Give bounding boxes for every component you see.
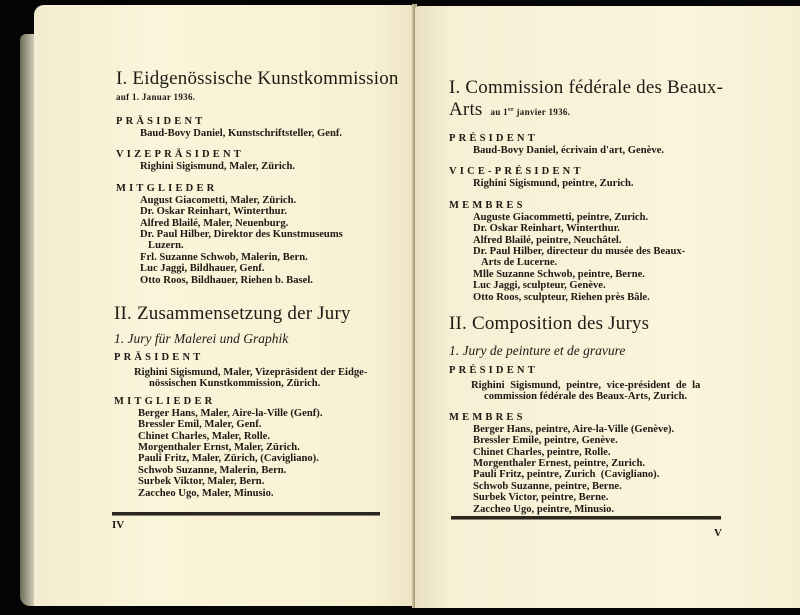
member-entry: Schwob Suzanne, Malerin, Bern. xyxy=(138,464,287,476)
page-number: V xyxy=(714,527,722,539)
date-line xyxy=(491,107,571,117)
vice-president-label: VICE-PRÉSIDENT xyxy=(449,166,584,178)
member-entry: Berger Hans, peintre, Aire-la-Ville (Genève). xyxy=(473,423,675,435)
section-1-de xyxy=(116,68,406,286)
footer-rule xyxy=(112,512,380,516)
member-entry: Pauli Fritz, peintre, Zurich (Cavigliano). xyxy=(473,469,660,481)
member-entry: Zaccheo Ugo, peintre, Minusio. xyxy=(473,503,615,515)
president-entry: Baud-Bovy Daniel, écrivain d'art, Genève. xyxy=(473,145,664,156)
president-label: PRÄSIDENT xyxy=(116,116,206,127)
member-entry: Surbek Victor, peintre, Berne. xyxy=(473,492,609,504)
page-number: IV xyxy=(112,519,125,531)
member-entry: August Giacometti, Maler, Zürich. xyxy=(140,194,297,206)
section-1-fr xyxy=(449,77,749,303)
member-entry: Dr. Paul Hilber, directeur du musée des Beaux- xyxy=(473,246,686,258)
members-label: MITGLIEDER xyxy=(116,182,218,194)
president-entry: Righini Sigismund, peintre, vice-président de la xyxy=(471,380,701,391)
date-suffix: janvier 1936. xyxy=(513,107,571,117)
vice-president-label: VIZEPRÄSIDENT xyxy=(116,149,244,161)
member-entry: Auguste Giacommetti, peintre, Zurich. xyxy=(473,211,649,223)
member-entry: Dr. Paul Hilber, Direktor des Kunstmuseums xyxy=(140,229,343,241)
member-entry: Bressler Emil, Maler, Genf. xyxy=(138,419,262,431)
member-entry: Morgenthaler Ernst, Maler, Zürich. xyxy=(138,442,300,454)
members-label: MEMBRES xyxy=(449,411,526,423)
members-label: MITGLIEDER xyxy=(114,395,216,407)
section-title-continuation xyxy=(449,99,749,121)
member-entry: Dr. Oskar Reinhart, Winterthur. xyxy=(140,206,287,218)
member-entry: Schwob Suzanne, peintre, Berne. xyxy=(473,480,622,492)
member-entry-continuation: Arts de Lucerne. xyxy=(481,257,558,269)
members-label: MEMBRES xyxy=(449,199,526,211)
president-entry-continuation: commission fédérale des Beaux-Arts, Zurich. xyxy=(484,391,688,403)
member-entry: Surbek Viktor, Maler, Bern. xyxy=(138,476,265,488)
member-entry: Luc Jaggi, Bildhauer, Genf. xyxy=(140,263,265,275)
vice-president-entry: Righini Sigismund, Maler, Zürich. xyxy=(140,161,296,173)
president-label: PRÄSIDENT xyxy=(114,352,204,363)
section-title: II. Zusammensetzung der Jury xyxy=(114,303,351,324)
section-title: II. Composition des Jurys xyxy=(449,313,650,334)
member-entry: Chinet Charles, Maler, Rolle. xyxy=(138,430,271,442)
section-title: I. Commission fédérale des Beaux- xyxy=(449,77,724,98)
member-entry: Mlle Suzanne Schwob, peintre, Berne. xyxy=(473,268,645,280)
president-label: PRÉSIDENT xyxy=(449,133,538,144)
jury-subtitle: 1. Jury für Malerei und Graphik xyxy=(114,331,289,346)
member-entry: Frl. Suzanne Schwob, Malerin, Bern. xyxy=(140,251,308,263)
president-entry-continuation: nössischen Kunstkommission, Zürich. xyxy=(149,378,321,390)
member-entry: Chinet Charles, peintre, Rolle. xyxy=(473,446,611,458)
member-entry: Pauli Fritz, Maler, Zürich, (Cavigliano). xyxy=(138,453,319,465)
section-2-fr xyxy=(449,313,759,515)
president-entry: Baud-Bovy Daniel, Kunstschriftsteller, Genf. xyxy=(140,128,343,139)
right-page xyxy=(415,6,800,608)
vice-president-entry: Righini Sigismund, peintre, Zurich. xyxy=(473,178,634,190)
member-entry: Dr. Oskar Reinhart, Winterthur. xyxy=(473,223,620,235)
member-entry: Alfred Blailé, peintre, Neuchâtel. xyxy=(473,234,622,246)
date-prefix: au 1 xyxy=(490,107,508,117)
member-entry: Luc Jaggi, sculpteur, Genève. xyxy=(473,280,606,292)
member-entry-continuation: Luzern. xyxy=(148,240,184,252)
member-entry: Berger Hans, Maler, Aire-la-Ville (Genf). xyxy=(138,407,323,419)
member-entry: Morgenthaler Ernest, peintre, Zurich. xyxy=(473,458,646,470)
section-2-de xyxy=(114,303,409,499)
date-superscript: er xyxy=(508,107,514,113)
left-page xyxy=(34,5,414,606)
member-entry: Otto Roos, sculpteur, Riehen près Bâle. xyxy=(473,291,650,303)
member-entry: Alfred Blailé, Maler, Neuenburg. xyxy=(140,217,289,229)
member-entry: Bressler Emile, peintre, Genève. xyxy=(473,435,618,447)
footer-rule xyxy=(451,516,721,520)
date-line: auf 1. Januar 1936. xyxy=(116,92,196,102)
president-entry: Righini Sigismund, Maler, Vizepräsident der Eidge- xyxy=(134,367,368,378)
member-entry: Zaccheo Ugo, Maler, Minusio. xyxy=(138,487,274,499)
section-title: I. Eidgenössische Kunstkommission xyxy=(116,68,399,89)
jury-subtitle: 1. Jury de peinture et de gravure xyxy=(449,343,626,358)
president-label: PRÉSIDENT xyxy=(449,365,538,376)
member-entry: Otto Roos, Bildhauer, Riehen b. Basel. xyxy=(140,274,313,286)
section-title-end: Arts xyxy=(449,99,483,120)
